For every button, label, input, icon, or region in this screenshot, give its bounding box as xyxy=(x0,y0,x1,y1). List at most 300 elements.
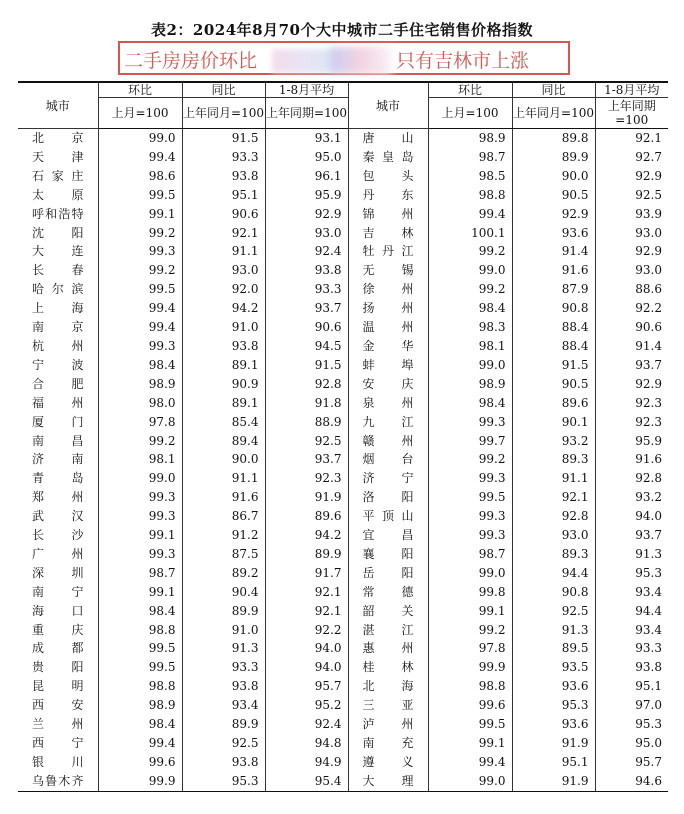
value-cell: 98.8 xyxy=(428,186,512,205)
yoy-header-left: 同比 xyxy=(182,82,265,98)
value-cell: 93.4 xyxy=(182,696,265,715)
city-cell: 大理 xyxy=(348,772,428,791)
table-row xyxy=(18,242,668,261)
city-cell: 厦门 xyxy=(32,414,84,429)
value-cell: 99.4 xyxy=(98,148,182,167)
value-cell: 94.4 xyxy=(595,602,668,621)
city-cell: 西安 xyxy=(32,698,84,713)
value-cell: 94.5 xyxy=(265,337,348,356)
city-cell: 石家庄 xyxy=(32,168,84,183)
table-row xyxy=(18,677,668,696)
value-cell: 92.3 xyxy=(595,413,668,432)
value-cell: 94.0 xyxy=(265,658,348,677)
table-row xyxy=(18,148,668,167)
value-cell: 93.8 xyxy=(182,753,265,772)
city-cell: 北京 xyxy=(32,131,84,145)
value-cell: 93.3 xyxy=(595,639,668,658)
value-cell: 99.8 xyxy=(428,583,512,602)
table-row xyxy=(18,469,668,488)
value-cell: 89.4 xyxy=(182,432,265,451)
value-cell: 93.6 xyxy=(512,677,595,696)
table-row xyxy=(18,167,668,186)
city-cell: 乌鲁木齐 xyxy=(18,772,98,791)
value-cell: 98.9 xyxy=(98,375,182,394)
value-cell: 92.5 xyxy=(512,602,595,621)
value-cell: 90.5 xyxy=(512,375,595,394)
value-cell: 90.9 xyxy=(182,375,265,394)
value-cell: 99.5 xyxy=(428,488,512,507)
value-cell: 93.6 xyxy=(512,715,595,734)
city-cell: 宁波 xyxy=(32,357,84,372)
city-cell: 襄阳 xyxy=(348,545,428,564)
value-cell: 98.8 xyxy=(428,677,512,696)
value-cell: 92.3 xyxy=(595,394,668,413)
city-cell: 呼和浩特 xyxy=(32,206,84,221)
value-cell: 99.0 xyxy=(428,261,512,280)
value-cell: 92.2 xyxy=(265,621,348,640)
value-cell: 99.0 xyxy=(428,772,512,791)
city-cell: 兰州 xyxy=(32,717,84,732)
value-cell: 99.2 xyxy=(428,621,512,640)
city-cell: 天津 xyxy=(32,149,84,164)
value-cell: 99.4 xyxy=(428,753,512,772)
value-cell: 92.8 xyxy=(512,507,595,526)
value-cell: 93.8 xyxy=(182,677,265,696)
value-cell: 91.8 xyxy=(265,394,348,413)
value-cell: 90.8 xyxy=(512,299,595,318)
value-cell: 99.1 xyxy=(98,205,182,224)
value-cell: 89.9 xyxy=(182,602,265,621)
value-cell: 91.6 xyxy=(512,261,595,280)
value-cell: 91.9 xyxy=(512,734,595,753)
value-cell: 92.8 xyxy=(595,469,668,488)
city-cell: 平顶山 xyxy=(348,507,428,526)
value-cell: 98.9 xyxy=(98,696,182,715)
value-cell: 87.5 xyxy=(182,545,265,564)
city-cell: 太原 xyxy=(32,187,84,202)
city-cell: 南充 xyxy=(348,734,428,753)
value-cell: 92.1 xyxy=(595,129,668,148)
value-cell: 93.0 xyxy=(182,261,265,280)
value-cell: 89.9 xyxy=(182,715,265,734)
table-row xyxy=(18,394,668,413)
city-cell: 海口 xyxy=(32,603,84,618)
value-cell: 93.2 xyxy=(595,488,668,507)
value-cell: 99.2 xyxy=(98,261,182,280)
value-cell: 99.9 xyxy=(98,772,182,791)
city-cell: 青岛 xyxy=(32,471,84,486)
value-cell: 92.3 xyxy=(265,469,348,488)
value-cell: 95.7 xyxy=(265,677,348,696)
value-cell: 99.7 xyxy=(428,432,512,451)
value-cell: 98.4 xyxy=(428,299,512,318)
city-cell: 沈阳 xyxy=(32,225,84,240)
value-cell: 90.6 xyxy=(595,318,668,337)
city-cell: 济宁 xyxy=(348,469,428,488)
yoy-header-right: 同比 xyxy=(512,82,595,98)
value-cell: 99.3 xyxy=(428,507,512,526)
value-cell: 93.7 xyxy=(265,299,348,318)
city-cell: 长春 xyxy=(32,263,84,278)
value-cell: 91.0 xyxy=(182,621,265,640)
value-cell: 92.5 xyxy=(182,734,265,753)
value-cell: 91.2 xyxy=(182,526,265,545)
value-cell: 92.7 xyxy=(595,148,668,167)
value-cell: 92.9 xyxy=(595,375,668,394)
value-cell: 93.8 xyxy=(595,658,668,677)
value-cell: 99.3 xyxy=(428,469,512,488)
table-row xyxy=(18,545,668,564)
value-cell: 95.3 xyxy=(182,772,265,791)
city-cell: 秦皇岛 xyxy=(348,148,428,167)
value-cell: 97.8 xyxy=(428,639,512,658)
price-index-table xyxy=(18,81,668,792)
blurred-overlay-2 xyxy=(330,47,394,73)
city-cell: 南宁 xyxy=(32,584,84,599)
city-cell: 泸州 xyxy=(348,715,428,734)
value-cell: 95.2 xyxy=(265,696,348,715)
table-row xyxy=(18,186,668,205)
value-cell: 88.4 xyxy=(512,337,595,356)
value-cell: 92.1 xyxy=(265,602,348,621)
value-cell: 92.1 xyxy=(182,224,265,243)
value-cell: 99.3 xyxy=(98,488,182,507)
table-row xyxy=(18,507,668,526)
city-header-left: 城市 xyxy=(18,82,98,129)
value-cell: 95.3 xyxy=(595,564,668,583)
value-cell: 99.5 xyxy=(428,715,512,734)
value-cell: 93.5 xyxy=(512,658,595,677)
value-cell: 89.2 xyxy=(182,564,265,583)
table-row xyxy=(18,753,668,772)
value-cell: 99.3 xyxy=(428,526,512,545)
value-cell: 92.9 xyxy=(595,167,668,186)
value-cell: 99.5 xyxy=(98,639,182,658)
mom-header-right: 环比 xyxy=(428,82,512,98)
value-cell: 90.6 xyxy=(182,205,265,224)
value-cell: 89.8 xyxy=(512,129,595,148)
value-cell: 92.9 xyxy=(265,205,348,224)
value-cell: 98.8 xyxy=(98,621,182,640)
banner-left-text: 二手房房价环比 xyxy=(124,50,258,72)
city-cell: 郑州 xyxy=(32,490,84,505)
value-cell: 95.7 xyxy=(595,753,668,772)
value-cell: 93.3 xyxy=(182,658,265,677)
city-cell: 贵阳 xyxy=(32,660,84,675)
value-cell: 99.6 xyxy=(98,753,182,772)
city-cell: 桂林 xyxy=(348,658,428,677)
city-cell: 韶关 xyxy=(348,602,428,621)
city-cell: 扬州 xyxy=(348,299,428,318)
value-cell: 92.9 xyxy=(512,205,595,224)
value-cell: 98.7 xyxy=(98,564,182,583)
headline-banner xyxy=(118,41,570,75)
city-cell: 岳阳 xyxy=(348,564,428,583)
value-cell: 90.8 xyxy=(512,583,595,602)
value-cell: 94.9 xyxy=(265,753,348,772)
value-cell: 91.9 xyxy=(265,488,348,507)
city-cell: 常德 xyxy=(348,583,428,602)
value-cell: 93.4 xyxy=(595,621,668,640)
table-row xyxy=(18,224,668,243)
value-cell: 90.0 xyxy=(512,167,595,186)
table-row xyxy=(18,564,668,583)
value-cell: 94.0 xyxy=(265,639,348,658)
value-cell: 98.6 xyxy=(98,167,182,186)
city-cell: 包头 xyxy=(348,167,428,186)
value-cell: 89.5 xyxy=(512,639,595,658)
city-cell: 遵义 xyxy=(348,753,428,772)
value-cell: 91.9 xyxy=(512,772,595,791)
value-cell: 89.3 xyxy=(512,545,595,564)
table-row xyxy=(18,621,668,640)
table-row xyxy=(18,413,668,432)
value-cell: 99.2 xyxy=(428,242,512,261)
city-cell: 金华 xyxy=(348,337,428,356)
value-cell: 94.6 xyxy=(595,772,668,791)
value-cell: 93.0 xyxy=(512,526,595,545)
value-cell: 95.0 xyxy=(265,148,348,167)
value-cell: 95.3 xyxy=(595,715,668,734)
value-cell: 91.6 xyxy=(595,450,668,469)
value-cell: 93.3 xyxy=(182,148,265,167)
value-cell: 98.7 xyxy=(428,545,512,564)
value-cell: 99.4 xyxy=(428,205,512,224)
avg-subheader-right: 上年同期=100 xyxy=(595,98,668,129)
city-cell: 上海 xyxy=(32,301,84,316)
city-cell: 大连 xyxy=(32,244,84,259)
value-cell: 91.4 xyxy=(595,337,668,356)
table-row xyxy=(18,696,668,715)
value-cell: 91.3 xyxy=(595,545,668,564)
value-cell: 90.4 xyxy=(182,583,265,602)
city-cell: 宜昌 xyxy=(348,526,428,545)
value-cell: 95.9 xyxy=(595,432,668,451)
value-cell: 98.9 xyxy=(428,375,512,394)
table-row xyxy=(18,488,668,507)
value-cell: 93.2 xyxy=(512,432,595,451)
table-row xyxy=(18,450,668,469)
value-cell: 93.8 xyxy=(182,167,265,186)
value-cell: 98.0 xyxy=(98,394,182,413)
value-cell: 91.5 xyxy=(265,356,348,375)
city-cell: 福州 xyxy=(32,395,84,410)
value-cell: 93.3 xyxy=(265,280,348,299)
value-cell: 99.4 xyxy=(98,299,182,318)
table-row xyxy=(18,526,668,545)
value-cell: 86.7 xyxy=(182,507,265,526)
value-cell: 99.4 xyxy=(98,734,182,753)
city-cell: 丹东 xyxy=(348,186,428,205)
value-cell: 91.3 xyxy=(512,621,595,640)
city-cell: 杭州 xyxy=(32,338,84,353)
value-cell: 90.5 xyxy=(512,186,595,205)
city-cell: 合肥 xyxy=(32,376,84,391)
value-cell: 98.4 xyxy=(428,394,512,413)
mom-subheader-left: 上月=100 xyxy=(98,98,182,129)
city-cell: 唐山 xyxy=(348,129,428,148)
value-cell: 91.5 xyxy=(512,356,595,375)
value-cell: 92.8 xyxy=(265,375,348,394)
value-cell: 91.5 xyxy=(182,129,265,148)
value-cell: 99.3 xyxy=(428,413,512,432)
value-cell: 93.8 xyxy=(182,337,265,356)
value-cell: 97.8 xyxy=(98,413,182,432)
value-cell: 91.0 xyxy=(182,318,265,337)
value-cell: 88.9 xyxy=(265,413,348,432)
value-cell: 91.4 xyxy=(512,242,595,261)
value-cell: 100.1 xyxy=(428,224,512,243)
city-cell: 北海 xyxy=(348,677,428,696)
city-cell: 温州 xyxy=(348,318,428,337)
city-cell: 重庆 xyxy=(32,622,84,637)
value-cell: 99.0 xyxy=(428,356,512,375)
value-cell: 92.2 xyxy=(595,299,668,318)
value-cell: 98.1 xyxy=(428,337,512,356)
city-cell: 徐州 xyxy=(348,280,428,299)
value-cell: 93.0 xyxy=(595,224,668,243)
table-row xyxy=(18,715,668,734)
table-row xyxy=(18,658,668,677)
city-cell: 南京 xyxy=(32,320,84,335)
value-cell: 99.0 xyxy=(98,469,182,488)
value-cell: 99.2 xyxy=(428,450,512,469)
value-cell: 91.3 xyxy=(182,639,265,658)
city-cell: 三亚 xyxy=(348,696,428,715)
value-cell: 92.4 xyxy=(265,242,348,261)
value-cell: 87.9 xyxy=(512,280,595,299)
value-cell: 89.1 xyxy=(182,356,265,375)
yoy-subheader-right: 上年同月=100 xyxy=(512,98,595,129)
value-cell: 89.6 xyxy=(265,507,348,526)
value-cell: 93.0 xyxy=(265,224,348,243)
avg-header-left: 1-8月平均 xyxy=(265,82,348,98)
value-cell: 93.4 xyxy=(595,583,668,602)
mom-subheader-right: 上月=100 xyxy=(428,98,512,129)
value-cell: 99.6 xyxy=(428,696,512,715)
table-row xyxy=(18,129,668,148)
value-cell: 96.1 xyxy=(265,167,348,186)
value-cell: 99.2 xyxy=(98,432,182,451)
value-cell: 89.3 xyxy=(512,450,595,469)
city-cell: 牡丹江 xyxy=(348,242,428,261)
value-cell: 98.8 xyxy=(98,677,182,696)
value-cell: 92.1 xyxy=(512,488,595,507)
value-cell: 99.2 xyxy=(98,224,182,243)
table-row xyxy=(18,734,668,753)
value-cell: 99.5 xyxy=(98,280,182,299)
table-row xyxy=(18,583,668,602)
value-cell: 99.0 xyxy=(428,564,512,583)
avg-header-right: 1-8月平均 xyxy=(595,82,668,98)
value-cell: 94.2 xyxy=(265,526,348,545)
city-header-right: 城市 xyxy=(348,82,428,129)
value-cell: 91.1 xyxy=(182,242,265,261)
value-cell: 95.9 xyxy=(265,186,348,205)
yoy-subheader-left: 上年同月=100 xyxy=(182,98,265,129)
city-cell: 蚌埠 xyxy=(348,356,428,375)
value-cell: 99.1 xyxy=(428,602,512,621)
value-cell: 95.4 xyxy=(265,772,348,791)
value-cell: 93.8 xyxy=(265,261,348,280)
value-cell: 97.0 xyxy=(595,696,668,715)
table-row xyxy=(18,337,668,356)
header-row-2 xyxy=(18,98,668,129)
city-cell: 锦州 xyxy=(348,205,428,224)
value-cell: 93.7 xyxy=(595,526,668,545)
city-cell: 武汉 xyxy=(32,509,84,524)
value-cell: 92.5 xyxy=(595,186,668,205)
city-cell: 无锡 xyxy=(348,261,428,280)
city-cell: 银川 xyxy=(32,754,84,769)
value-cell: 99.9 xyxy=(428,658,512,677)
table-row xyxy=(18,375,668,394)
value-cell: 90.0 xyxy=(182,450,265,469)
mom-header-left: 环比 xyxy=(98,82,182,98)
value-cell: 89.9 xyxy=(512,148,595,167)
value-cell: 88.4 xyxy=(512,318,595,337)
value-cell: 95.1 xyxy=(512,753,595,772)
value-cell: 85.4 xyxy=(182,413,265,432)
value-cell: 92.9 xyxy=(595,242,668,261)
value-cell: 95.0 xyxy=(595,734,668,753)
value-cell: 89.1 xyxy=(182,394,265,413)
value-cell: 99.4 xyxy=(98,318,182,337)
city-cell: 南昌 xyxy=(32,433,84,448)
value-cell: 98.4 xyxy=(98,602,182,621)
value-cell: 88.6 xyxy=(595,280,668,299)
value-cell: 91.7 xyxy=(265,564,348,583)
city-cell: 深圳 xyxy=(32,565,84,580)
value-cell: 99.3 xyxy=(98,545,182,564)
city-cell: 成都 xyxy=(32,641,84,656)
table-row xyxy=(18,261,668,280)
value-cell: 99.5 xyxy=(98,186,182,205)
value-cell: 91.1 xyxy=(182,469,265,488)
value-cell: 90.6 xyxy=(265,318,348,337)
value-cell: 91.1 xyxy=(512,469,595,488)
value-cell: 98.5 xyxy=(428,167,512,186)
table-row xyxy=(18,280,668,299)
value-cell: 99.2 xyxy=(428,280,512,299)
value-cell: 95.1 xyxy=(182,186,265,205)
value-cell: 98.7 xyxy=(428,148,512,167)
table-row xyxy=(18,318,668,337)
value-cell: 94.2 xyxy=(182,299,265,318)
value-cell: 93.1 xyxy=(265,129,348,148)
city-cell: 广州 xyxy=(32,546,84,561)
city-cell: 九江 xyxy=(348,413,428,432)
city-cell: 西宁 xyxy=(32,736,84,750)
table-title: 表2：2024年8月70个大中城市二手住宅销售价格指数 xyxy=(151,21,533,39)
value-cell: 98.4 xyxy=(98,715,182,734)
city-cell: 泉州 xyxy=(348,394,428,413)
city-cell: 洛阳 xyxy=(348,488,428,507)
city-cell: 烟台 xyxy=(348,450,428,469)
value-cell: 89.6 xyxy=(512,394,595,413)
value-cell: 95.1 xyxy=(595,677,668,696)
table-row xyxy=(18,432,668,451)
value-cell: 99.3 xyxy=(98,507,182,526)
table-row xyxy=(18,602,668,621)
value-cell: 93.7 xyxy=(265,450,348,469)
city-cell: 昆明 xyxy=(32,679,84,694)
city-cell: 惠州 xyxy=(348,639,428,658)
value-cell: 99.1 xyxy=(98,526,182,545)
value-cell: 98.4 xyxy=(98,356,182,375)
value-cell: 94.8 xyxy=(265,734,348,753)
value-cell: 94.0 xyxy=(595,507,668,526)
